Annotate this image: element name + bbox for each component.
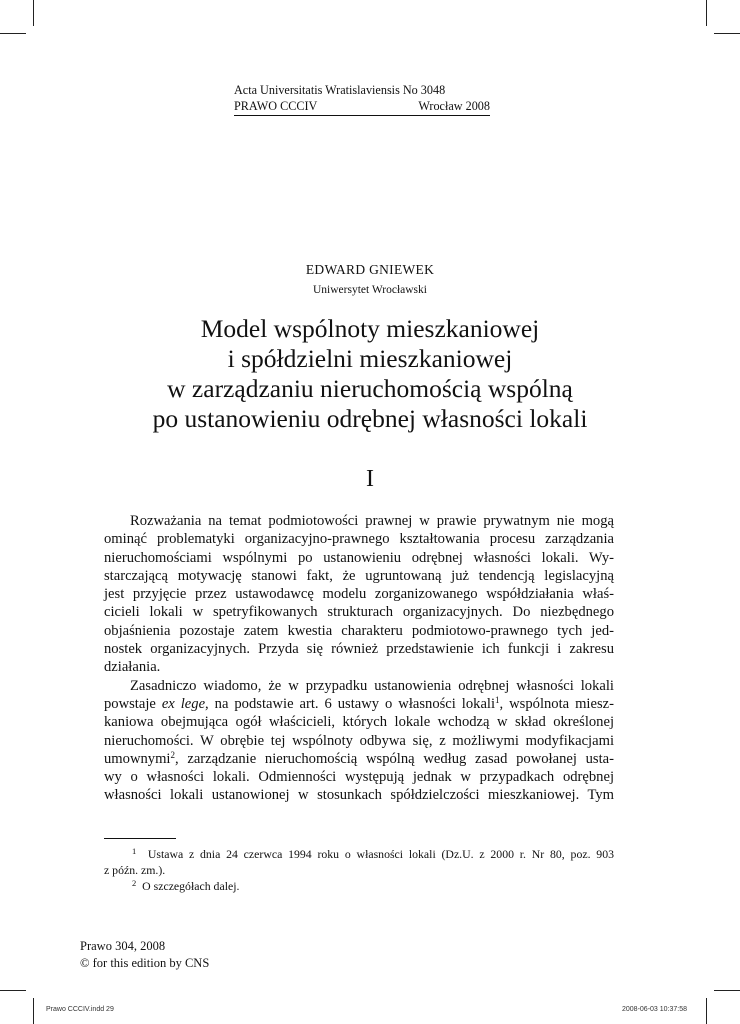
text-run: , wspólnota miesz- [499, 695, 614, 712]
paragraph-line: cicieli lokali w spetryfikowanych strukturach organizacyjnych. Do niezbędnego [104, 604, 614, 621]
footnote-1-line: z późn. zm.). [104, 863, 166, 877]
paragraph-line [104, 750, 614, 768]
slug-timestamp: 2008-06-03 10:37:58 [622, 1006, 687, 1013]
crop-mark-top-right [706, 0, 707, 26]
paragraph-line: jest przyjęcie przez ustawodawcę modelu zorganizowanego współdziałania właś- [104, 586, 614, 603]
footnote-ref[interactable]: 2 [170, 749, 175, 760]
text-run: powstaje [104, 695, 162, 712]
crop-mark-left-top [0, 33, 26, 34]
text-run: umownymi [104, 750, 171, 767]
title-line: Model wspólnoty mieszkaniowej [200, 314, 540, 343]
section-heading: I [366, 466, 374, 492]
text-run: , zarządzanie nieruchomością wspólną według zasad powołanej usta- [174, 750, 614, 767]
series-label: PRAWO CCCIV [234, 99, 318, 113]
footnotes [104, 846, 614, 894]
crop-mark-right-top [714, 33, 740, 34]
paragraph-line: Zasadniczo wiadomo, że w przypadku ustanowienia odrębnej własności lokali [130, 677, 614, 694]
paragraph-line: nieruchomościami wspólnymi po ustanowieniu odrębnej własności lokali. Wy- [104, 549, 614, 566]
footnote-separator [104, 838, 176, 839]
paragraph-line: kaniowa obejmująca ogół właścicieli, których lokale wchodzą w skład określonej [104, 714, 614, 731]
paragraph-line [104, 695, 614, 713]
title-line: i spółdzielni mieszkaniowej [227, 344, 513, 373]
header-journal [234, 82, 490, 98]
paragraph-line: objaśnienia pozostaje zatem kwestia charakteru podmiotowo-prawnego tych jed- [104, 622, 614, 639]
crop-mark-right-bottom [714, 990, 740, 991]
footnote-2-line [104, 878, 614, 894]
article-title [0, 314, 740, 434]
crop-mark-bottom-right [706, 998, 707, 1024]
footnote-text: O szczegółach dalej. [142, 879, 240, 893]
imprint-copyright: © for this edition by CNS [80, 956, 210, 970]
crop-mark-bottom-left [33, 998, 34, 1024]
journal-name: Acta Universitatis Wratislaviensis No 3048 [234, 83, 446, 97]
footnote-mark: 2 [132, 878, 137, 888]
imprint [80, 938, 209, 972]
paragraph-line: nieruchomości. W obrębie tej wspólnoty odbywa się, z możliwymi modyfikacjami [104, 732, 614, 749]
header-rule [234, 115, 490, 116]
author-name: EDWARD GNIEWEK [305, 262, 435, 277]
place-year: Wrocław 2008 [418, 99, 490, 113]
slug-file: Prawo CCCIV.indd 29 [46, 1006, 114, 1013]
footnote-text: Ustawa z dnia 24 czerwca 1994 roku o własności lokali (Dz.U. z 2000 r. Nr 80, poz. 903 [147, 847, 614, 861]
footnote-ref[interactable]: 1 [495, 694, 500, 705]
author-affiliation: Uniwersytet Wrocławski [313, 284, 427, 296]
paragraph-line: własności lokali ustanowionej w stosunkach spółdzielczości mieszkaniowej. Tym [104, 787, 614, 804]
footnote-mark: 1 [132, 846, 137, 856]
title-line: w zarządzaniu nieruchomością wspólną [167, 374, 573, 403]
paragraph-line: działania. [104, 659, 161, 676]
imprint-issue: Prawo 304, 2008 [80, 939, 166, 953]
paragraph-line: nostek organizacyjnych. Przyda się również przedstawienie ich funkcji i zakresu [104, 641, 614, 658]
title-line: po ustanowieniu odrębnej własności lokali [152, 404, 588, 433]
body-text [104, 512, 614, 805]
crop-mark-left-bottom [0, 990, 26, 991]
italic-term: ex lege [161, 695, 206, 712]
crop-mark-top-left [33, 0, 34, 26]
paragraph-line: wy o własności lokali. Odmienności występują jednak w przypadkach odrębnej [104, 769, 614, 786]
footnote-1-line [104, 846, 614, 862]
header-series-row [234, 98, 490, 114]
running-header [234, 82, 490, 116]
text-run: , na podstawie art. 6 ustawy o własności lokali [205, 695, 496, 712]
paragraph-line: ominąć problematyki organizacyjno-prawnego kształtowania procesu zarządzania [104, 531, 614, 548]
paragraph-line: starczającą motywację stanowi fakt, że ugruntowaną już tendencją legislacyjną [104, 567, 614, 584]
paragraph-line: Rozważania na temat podmiotowości prawnej w prawie prywatnym nie mogą [130, 513, 614, 529]
